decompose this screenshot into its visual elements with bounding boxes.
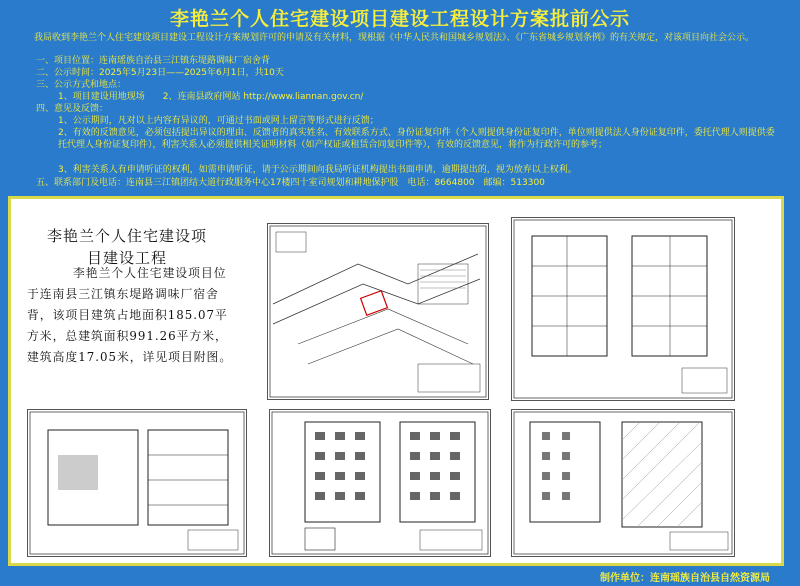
elevation-drawing[interactable] [269, 409, 491, 557]
item-location: 一、项目位置：连南瑶族自治县三江镇东堤路调味厂宿舍背 [36, 56, 271, 66]
floor-plan-drawing-2[interactable] [27, 409, 247, 557]
item-period: 二、公示时间：2025年5月23日——2025年6月1日，共10天 [36, 68, 284, 78]
floor-plan-drawing-1[interactable] [511, 217, 735, 401]
section-drawing[interactable] [511, 409, 735, 557]
drawing-panel [8, 196, 784, 566]
feedback-2: 2、有效的反馈意见，必须包括提出异议的理由、反馈者的真实姓名、有效联系方式、身份证复印件（个人则提供身份证复印件，单位则提供法人身份证复印件，委托代理人则提供委托代理人身份证复印件），利害关系人必须提供相关证明材料（如产权证或租赁合同复印件等），有效的反馈意见，将作为行政许可的参考； [58, 128, 775, 150]
item-method-detail: 1、项目建设用地现场 2、连南县政府网站 http://www.liannan.gov.cn/ [58, 92, 364, 102]
intro-text: 我局收到李艳兰个人住宅建设项目建设工程设计方案规划许可的申请及有关材料，现根据《中华人民共和国城乡规划法》、《广东省城乡规划条例》的有关规定，对该项目向社会公示。 [34, 33, 755, 43]
item-contact: 五、联系部门及电话：连南县三江镇团结大道行政服务中心17楼四十室司规划和耕地保护股 电话：8664800 邮编：513300 [36, 178, 545, 188]
site-plan-drawing[interactable] [267, 223, 489, 400]
feedback-1: 1、公示期间，凡对以上内容有异议的，可通过书面或网上留言等形式进行反馈； [58, 116, 379, 126]
item-feedback: 四、意见及反馈： [36, 104, 109, 114]
item-method: 三、公示方式和地点： [36, 80, 127, 90]
doc-title-line2: 目建设工程 [86, 249, 167, 267]
doc-body: 李艳兰个人住宅建设项目位于连南县三江镇东堤路调味厂宿舍背，该项目建筑占地面积185.07平方米，总建筑面积991.26平方米，建筑高度17.05米，详见项目附图。 [27, 266, 233, 364]
footer-issuer: 制作单位：连南瑶族自治县自然资源局 [600, 573, 770, 584]
page-title: 李艳兰个人住宅建设项目建设工程设计方案批前公示 [169, 8, 630, 30]
doc-title-line1: 李艳兰个人住宅建设项 [46, 227, 207, 245]
feedback-3: 3、利害关系人有申请听证的权利，如需申请听证，请于公示期间向我局听证机构提出书面申请，逾期提出的，视为放弃以上权利。 [58, 165, 577, 175]
